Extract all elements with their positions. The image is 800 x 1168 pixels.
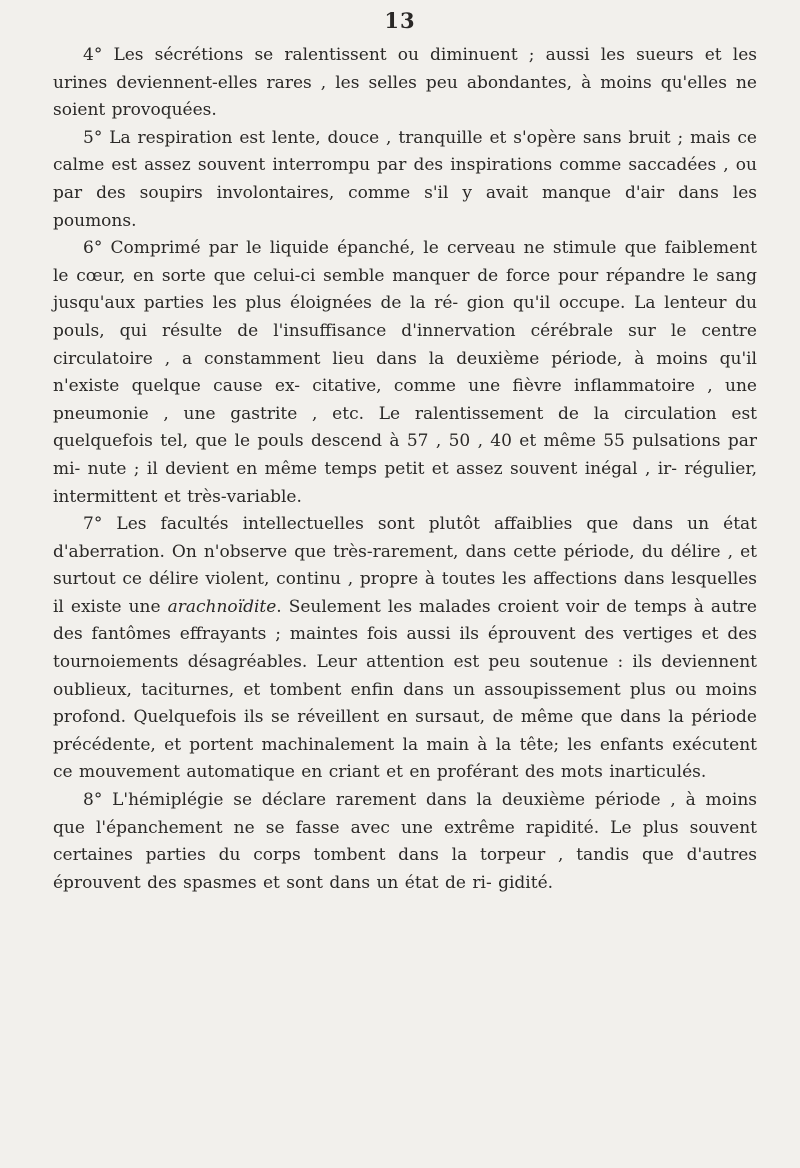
page-number: 13: [384, 8, 416, 33]
body-text: [53, 42, 757, 897]
paragraph-7-text-before: 7° Les facultés intellectuelles sont plutôt affaiblies que dans un état d'aberration. On n'observe que très-rarement, dans cette période, du délire , et surtout ce délire violent, continu , propre à toutes les affections dans lesquelles il existe une: [53, 514, 757, 617]
paragraph-6: 6° Comprimé par le liquide épanché, le cerveau ne stimule que faiblement le cœur, en sorte que celui-ci semble manquer de force pour répandre le sang jusqu'aux parties les plus éloignées de la ré- gion qu'il occupe. La lenteur du pouls, qui résulte de l'insuffisance d'innervation cérébrale sur le centre circulatoire , a constamment lieu dans la deuxième période, à moins qu'il n'existe quelque cause ex- citative, comme une fièvre inflammatoire , une pneumonie , une gastrite , etc. Le ralentissement de la circulation est quelquefois tel, que le pouls descend à 57 , 50 , 40 et même 55 pulsations par mi- nute ; il devient en même temps petit et assez souvent inégal , ir- régulier, intermittent et très-variable.: [53, 238, 757, 507]
paragraph-5: 5° La respiration est lente, douce , tranquille et s'opère sans bruit ; mais ce calme est assez souvent interrompu par des inspirations comme saccadées , ou par des soupirs involontaires, comme s'il y avait manque d'air dans les poumons.: [53, 127, 757, 231]
paragraph-7: [53, 511, 757, 787]
paragraph-4: 4° Les sécrétions se ralentissent ou diminuent ; aussi les sueurs et les urines deviennent-elles rares , les selles peu abondantes, à moins qu'elles ne soient provoquées.: [53, 45, 757, 121]
paragraph-7-text-after: . Seulement les malades croient voir de temps à autre des fantômes effrayants ; maintes fois aussi ils éprouvent des vertiges et des tournoiements désagréables. Leur attention est peu soutenue : ils deviennent oublieux, taciturnes, et tombent enfin dans un assoupissement plus ou moins profond. Quelquefois ils se réveillent en sursaut, de même que dans la période précédente, et portent machinalement la main à la tête; les enfants exécutent ce mouvement automatique en criant et en proférant des mots inarticulés.: [53, 596, 757, 783]
paragraph-7-italic-term: arachnoïdite: [167, 596, 277, 617]
paragraph-8: 8° L'hémiplégie se déclare rarement dans la deuxième période , à moins que l'épanchement ne se fasse avec une extrême rapidité. Le plus souvent certaines parties du corps tombent dans la torpeur , tandis que d'autres éprouvent des spasmes et sont dans un état de ri- gidité.: [53, 790, 757, 893]
